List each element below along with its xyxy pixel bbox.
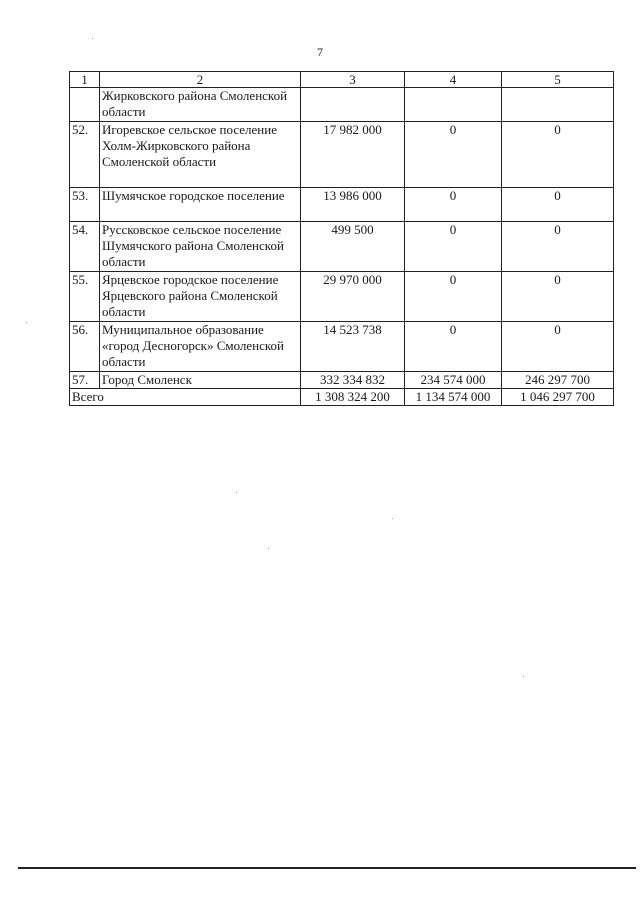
total-col3: 1 308 324 200 (301, 389, 405, 406)
table-row (70, 372, 614, 389)
header-row (70, 72, 614, 88)
value-col4: 0 (405, 272, 502, 322)
municipality-name: Ярцевское городское поселение Ярцевского района Смоленской области (100, 272, 301, 322)
row-number: 54. (70, 222, 100, 272)
value-col4: 0 (405, 322, 502, 372)
municipality-name: Шумячское городское поселение (100, 188, 301, 222)
total-col5: 1 046 297 700 (502, 389, 614, 406)
row-number: 56. (70, 322, 100, 372)
row-number: 57. (70, 372, 100, 389)
value-col3 (301, 88, 405, 122)
value-col5: 0 (502, 188, 614, 222)
value-col3: 332 334 832 (301, 372, 405, 389)
total-label: Всего (70, 389, 301, 406)
table-row (70, 188, 614, 222)
value-col3: 499 500 (301, 222, 405, 272)
header-cell-2: 2 (100, 72, 301, 88)
page-number: 7 (317, 45, 323, 59)
value-col3: 13 986 000 (301, 188, 405, 222)
value-col3: 17 982 000 (301, 122, 405, 188)
value-col4: 0 (405, 188, 502, 222)
header-cell-5: 5 (502, 72, 614, 88)
scan-speck (268, 548, 269, 549)
table-row (70, 322, 614, 372)
scan-speck (392, 518, 393, 519)
value-col5: 0 (502, 322, 614, 372)
value-col5: 0 (502, 222, 614, 272)
value-col4 (405, 88, 502, 122)
municipality-name: Руссковское сельское поселение Шумячского района Смоленской области (100, 222, 301, 272)
value-col4: 0 (405, 222, 502, 272)
row-number: 53. (70, 188, 100, 222)
budget-allocation-table (69, 71, 614, 406)
scan-speck (523, 676, 524, 677)
municipality-name: Город Смоленск (100, 372, 301, 389)
scan-speck (92, 38, 93, 39)
header-cell-4: 4 (405, 72, 502, 88)
table-row (70, 222, 614, 272)
municipality-name: Жирковского района Смоленской области (100, 88, 301, 122)
table-row (70, 88, 614, 122)
value-col5: 0 (502, 272, 614, 322)
row-number: 52. (70, 122, 100, 188)
total-col4: 1 134 574 000 (405, 389, 502, 406)
value-col3: 29 970 000 (301, 272, 405, 322)
value-col5: 246 297 700 (502, 372, 614, 389)
header-cell-1: 1 (70, 72, 100, 88)
value-col5: 0 (502, 122, 614, 188)
table-row (70, 272, 614, 322)
bottom-rule (18, 867, 636, 869)
scan-speck (26, 322, 27, 323)
municipality-name: Игоревское сельское поселение Холм-Жирковского района Смоленской области (100, 122, 301, 188)
value-col4: 0 (405, 122, 502, 188)
row-number: 55. (70, 272, 100, 322)
value-col3: 14 523 738 (301, 322, 405, 372)
total-row (70, 389, 614, 406)
row-number (70, 88, 100, 122)
scan-speck (236, 492, 237, 493)
table-row (70, 122, 614, 188)
value-col4: 234 574 000 (405, 372, 502, 389)
municipality-name: Муниципальное образование «город Десногорск» Смоленской области (100, 322, 301, 372)
value-col5 (502, 88, 614, 122)
header-cell-3: 3 (301, 72, 405, 88)
